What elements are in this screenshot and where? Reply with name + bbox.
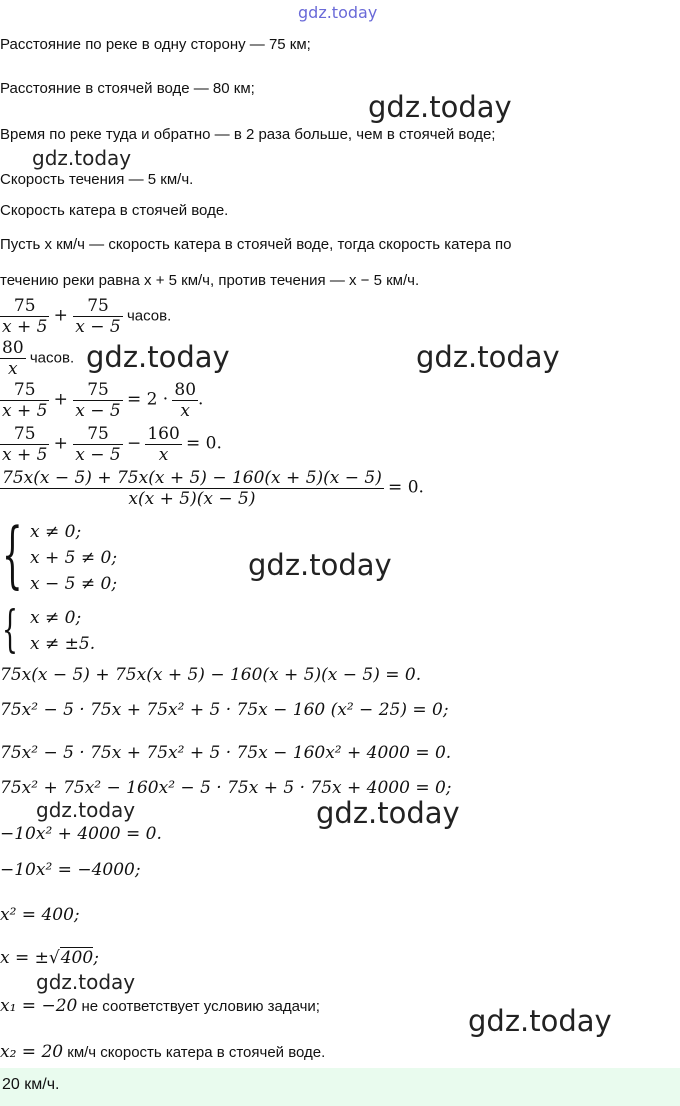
watermark: gdz.today	[316, 796, 460, 830]
step-9: x₁ = −20 не соответствует условию задачи;	[0, 996, 320, 1016]
answer-box	[0, 1068, 680, 1106]
odz-system-1: { x ≠ 0; x + 5 ≠ 0; x − 5 ≠ 0;	[2, 512, 118, 596]
watermark: gdz.today	[416, 340, 560, 374]
given-time-ratio: Время по реке туда и обратно — в 2 раза больше, чем в стоячей воде;	[0, 126, 496, 143]
step-3: 75x² − 5 · 75x + 75x² + 5 · 75x − 160x² + 4000 = 0.	[0, 743, 452, 763]
watermark-top: gdz.today	[298, 3, 378, 22]
given-distance-river: Расстояние по реке в одну сторону — 75 км;	[0, 36, 311, 53]
find-boat-speed: Скорость катера в стоячей воде.	[0, 202, 229, 219]
let-x-statement: Пусть x км/ч — скорость катера в стоячей воде, тогда скорость катера по	[0, 236, 512, 253]
equation-2: $\frac{75}{x + 5}$ + $\frac{75}{x - 5}$ − $\frac{160}{x}$ = 0.	[2, 424, 222, 465]
step-5: −10x² + 4000 = 0.	[0, 824, 162, 844]
given-current-speed: Скорость течения — 5 км/ч.	[0, 171, 194, 188]
step-1: 75x(x − 5) + 75x(x + 5) − 160(x + 5)(x − 5) = 0.	[0, 665, 422, 685]
still-time-expression: $\frac{80}{x}$ часов.	[2, 338, 75, 379]
speed-expressions: течению реки равна x + 5 км/ч, против течения — x − 5 км/ч.	[0, 272, 420, 289]
watermark: gdz.today	[468, 1004, 612, 1038]
river-time-expression: $\frac{75}{x + 5}$ + $\frac{75}{x - 5}$ часов.	[2, 296, 172, 337]
watermark: gdz.today	[86, 340, 230, 374]
step-4: 75x² + 75x² − 160x² − 5 · 75x + 5 · 75x + 4000 = 0;	[0, 778, 452, 798]
watermark: gdz.today	[32, 146, 132, 170]
step-8: x = ±√400;	[0, 948, 99, 968]
given-distance-still: Расстояние в стоячей воде — 80 км;	[0, 80, 255, 97]
step-7: x² = 400;	[0, 905, 80, 925]
equation-3: $\frac{75x(x - 5) + 75x(x + 5) - 160(x + 5)(x - 5)}{x(x + 5)(x - 5)}$ = 0.	[2, 468, 424, 509]
answer-text: 20 км/ч.	[2, 1076, 60, 1093]
equation-1: $\frac{75}{x + 5}$ + $\frac{75}{x - 5}$ = 2 · $\frac{80}{x}$ .	[2, 380, 204, 421]
watermark: gdz.today	[36, 798, 136, 822]
watermark: gdz.today	[36, 970, 136, 994]
step-10: x₂ = 20 км/ч скорость катера в стоячей воде.	[0, 1042, 326, 1062]
step-6: −10x² = −4000;	[0, 860, 141, 880]
watermark: gdz.today	[248, 548, 392, 582]
odz-system-2: { x ≠ 0; x ≠ ±5.	[2, 600, 96, 658]
watermark: gdz.today	[368, 90, 512, 124]
step-2: 75x² − 5 · 75x + 75x² + 5 · 75x − 160 (x² − 25) = 0;	[0, 700, 449, 720]
